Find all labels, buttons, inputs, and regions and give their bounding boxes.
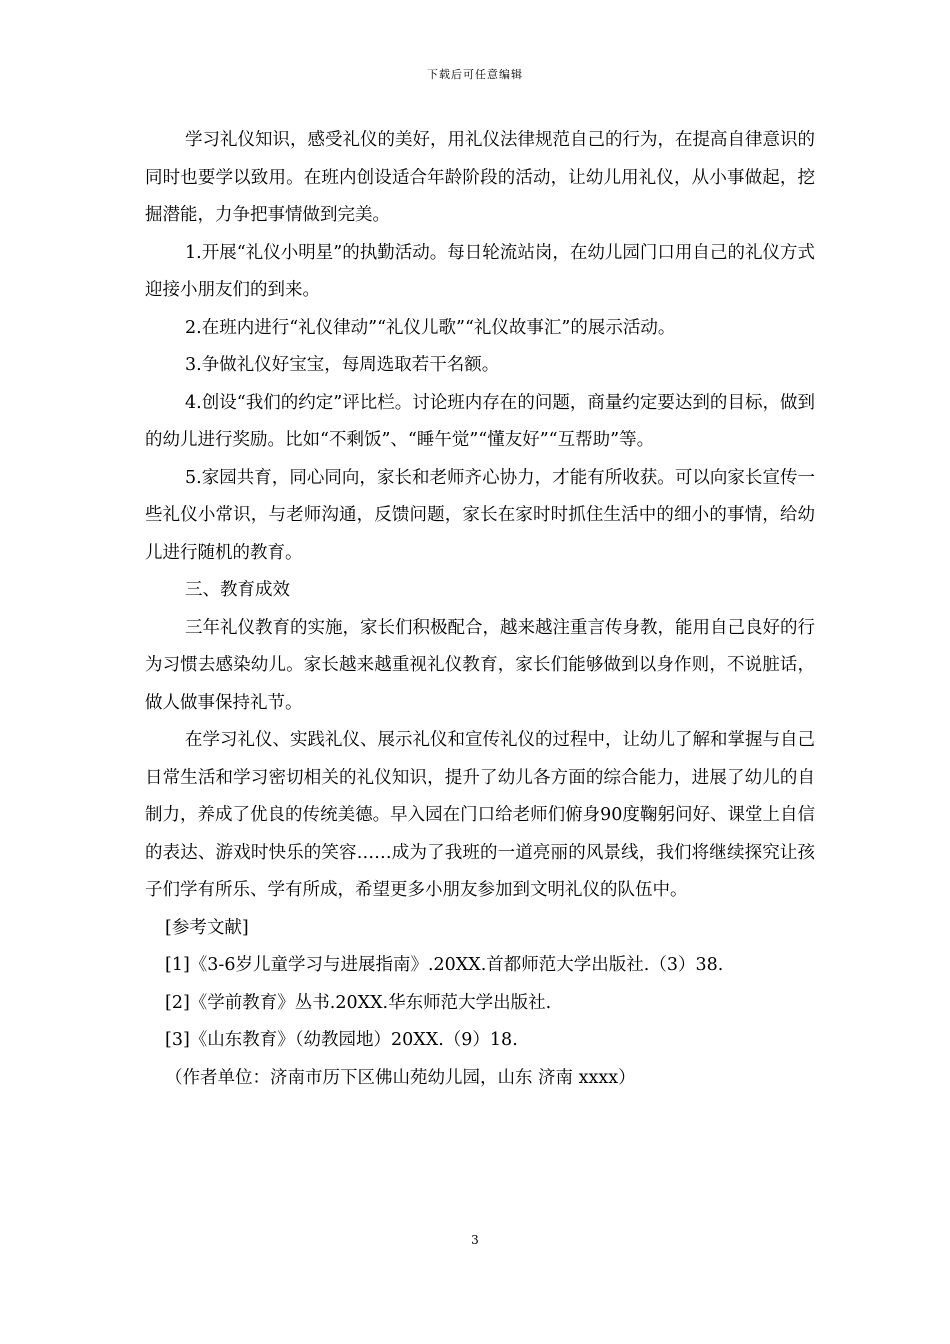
reference-item-2: [2]《学前教育》丛书.20XX.华东师范大学出版社. (165, 992, 552, 1013)
reference-item-3: [3]《山东教育》（幼教园地）20XX.（9）18. (165, 1030, 518, 1050)
list-item-2: 2.在班内进行“礼仪律动”“礼仪儿歌”“礼仪故事汇”的展示活动。 (185, 317, 676, 338)
page-number: 3 (471, 1233, 479, 1247)
references-heading: [参考文献] (165, 917, 249, 938)
list-item-5: 5.家园共育，同心同向，家长和老师齐心协力，才能有所收获。可以向家长宣传一些礼仪小常识，与老师沟通，反馈问题，家长在家时时抓住生活中的细小的事情，给幼儿进行随机的教育。 (145, 467, 815, 563)
section-heading-results: 三、教育成效 (185, 580, 290, 600)
document-body (145, 122, 815, 1097)
list-item-3: 3.争做礼仪好宝宝，每周选取若干名额。 (185, 355, 500, 375)
body-paragraph-intro: 学习礼仪知识，感受礼仪的美好，用礼仪法律规范自己的行为，在提高自律意识的同时也要学以致用。在班内创设适合年龄阶段的活动，让幼儿用礼仪，从小事做起，挖掘潜能，力争把事情做到完美。 (145, 130, 815, 225)
list-item-1: 1.开展“礼仪小明星”的执勤活动。每日轮流站岗，在幼儿园门口用自己的礼仪方式迎接小朋友们的到来。 (145, 242, 815, 300)
page-header: 下载后可任意编辑 (427, 68, 523, 81)
list-item-4: 4.创设“我们的约定”评比栏。讨论班内存在的问题，商量约定要达到的目标，做到的幼儿进行奖励。比如“不剩饭”、“睡午觉”“懂友好”“互帮助”等。 (145, 392, 815, 450)
author-affiliation: （作者单位：济南市历下区佛山苑幼儿园，山东 济南 xxxx） (165, 1067, 636, 1088)
reference-item-1: [1]《3-6岁儿童学习与进展指南》.20XX.首都师范大学出版社.（3）38. (165, 955, 724, 975)
body-paragraph-results-1: 三年礼仪教育的实施，家长们积极配合，越来越注重言传身教，能用自己良好的行为习惯去感染幼儿。家长越来越重视礼仪教育，家长们能够做到以身作则，不说脏话，做人做事保持礼节。 (145, 617, 815, 713)
body-paragraph-results-2: 在学习礼仪、实践礼仪、展示礼仪和宣传礼仪的过程中，让幼儿了解和掌握与自己日常生活和学习密切相关的礼仪知识，提升了幼儿各方面的综合能力，进展了幼儿的自制力，养成了优良的传统美德。早入园在门口给老师们俯身90度鞠躬问好、课堂上自信的表达、游戏时快乐的笑容……成为了我班的一道亮丽的风景线，我们将继续探究让孩子们学有所乐、学有所成，希望更多小朋友参加到文明礼仪的队伍中。 (145, 730, 815, 900)
